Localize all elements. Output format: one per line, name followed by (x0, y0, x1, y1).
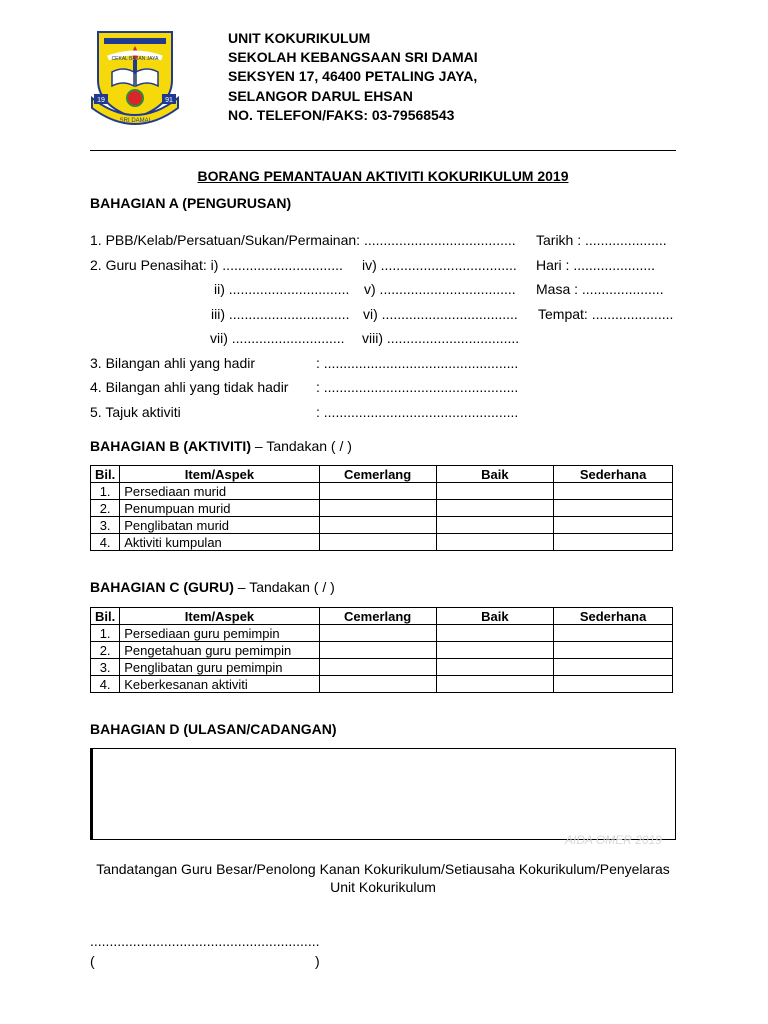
row-item: Penumpuan murid (120, 500, 319, 517)
advisor-field-ii[interactable]: ii) ............................... (214, 281, 350, 297)
attendance-absent-label: 4. Bilangan ahli yang tidak hadir (90, 379, 289, 395)
rating-cell-sederhana[interactable] (554, 534, 673, 551)
rating-cell-baik[interactable] (436, 659, 554, 676)
row-item: Penglibatan guru pemimpin (120, 659, 320, 676)
section-c-title: BAHAGIAN C (GURU) (90, 579, 234, 595)
table-row (91, 500, 673, 517)
school-address: SEKSYEN 17, 46400 PETALING JAYA, (228, 68, 478, 84)
rating-cell-baik[interactable] (436, 534, 554, 551)
rating-cell-cemerlang[interactable] (319, 534, 436, 551)
section-a-heading: BAHAGIAN A (PENGURUSAN) (90, 195, 292, 211)
row-number: 4. (91, 534, 120, 551)
school-phone: NO. TELEFON/FAKS: 03-79568543 (228, 107, 455, 123)
column-header: Cemerlang (319, 466, 436, 483)
table-row (91, 625, 673, 642)
table-row (91, 659, 673, 676)
rating-cell-cemerlang[interactable] (319, 625, 436, 642)
svg-text:19: 19 (97, 97, 105, 104)
table-header-row (91, 466, 673, 483)
rating-cell-baik[interactable] (436, 500, 554, 517)
rating-cell-baik[interactable] (436, 625, 554, 642)
row-item: Keberkesanan aktiviti (120, 676, 320, 693)
section-b-title: BAHAGIAN B (AKTIVITI) (90, 438, 251, 454)
row-item: Penglibatan murid (120, 517, 319, 534)
comments-textarea[interactable] (90, 748, 676, 840)
rating-cell-baik[interactable] (436, 517, 554, 534)
rating-cell-sederhana[interactable] (554, 625, 673, 642)
column-header: Bil. (91, 608, 120, 625)
row-number: 3. (91, 659, 120, 676)
rating-cell-sederhana[interactable] (554, 483, 673, 500)
rating-cell-cemerlang[interactable] (319, 659, 436, 676)
column-header: Item/Aspek (120, 466, 319, 483)
rating-cell-baik[interactable] (436, 642, 554, 659)
activity-rating-table (90, 465, 673, 551)
table-row (91, 676, 673, 693)
svg-text:91: 91 (165, 97, 173, 104)
activity-name-field[interactable]: 1. PBB/Kelab/Persatuan/Sukan/Permainan: ....................................... (90, 232, 516, 248)
rating-cell-sederhana[interactable] (554, 676, 673, 693)
rating-cell-cemerlang[interactable] (319, 517, 436, 534)
signature-name-close-paren: ) (315, 953, 320, 969)
rating-cell-baik[interactable] (436, 483, 554, 500)
section-c-instruction: – Tandakan ( / ) (233, 579, 335, 595)
rating-cell-sederhana[interactable] (554, 517, 673, 534)
signature-line[interactable]: ........................................................... (90, 933, 320, 949)
svg-text:CEKAL BAJAN JAYA: CEKAL BAJAN JAYA (111, 56, 159, 62)
activity-title-label: 5. Tajuk aktiviti (90, 404, 181, 420)
table-row (91, 517, 673, 534)
rating-cell-cemerlang[interactable] (319, 500, 436, 517)
table-row (91, 534, 673, 551)
row-number: 2. (91, 500, 120, 517)
advisor-field-vii[interactable]: vii) ............................. (210, 330, 345, 346)
rating-cell-sederhana[interactable] (554, 659, 673, 676)
signature-caption: Tandatangan Guru Besar/Penolong Kanan Kokurikulum/Setiausaha Kokurikulum/Penyelaras (96, 861, 670, 877)
date-field[interactable]: Tarikh : ..................... (536, 232, 667, 248)
activity-title-field[interactable]: : .................................................. (316, 404, 519, 420)
header-divider (90, 150, 676, 151)
advisor-field-viii[interactable]: viii) .................................. (362, 330, 520, 346)
form-title: BORANG PEMANTAUAN AKTIVITI KOKURIKULUM 2019 (197, 168, 569, 184)
section-c-heading (90, 579, 335, 595)
school-crest-logo (90, 28, 180, 128)
table-row (91, 483, 673, 500)
advisor-field-v[interactable]: v) ................................... (364, 281, 516, 297)
row-number: 1. (91, 625, 120, 642)
attendance-absent-field[interactable]: : .................................................. (316, 379, 519, 395)
school-state: SELANGOR DARUL EHSAN (228, 88, 413, 104)
table-row (91, 642, 673, 659)
place-field[interactable]: Tempat: ..................... (538, 306, 674, 322)
advisor-field-i[interactable]: 2. Guru Penasihat: i) ............................... (90, 257, 343, 273)
column-header: Baik (436, 466, 554, 483)
rating-cell-sederhana[interactable] (554, 642, 673, 659)
column-header: Bil. (91, 466, 120, 483)
svg-text:SRI DAMAI: SRI DAMAI (119, 118, 151, 124)
signature-caption-unit: Unit Kokurikulum (330, 879, 436, 895)
row-number: 4. (91, 676, 120, 693)
section-d-heading: BAHAGIAN D (ULASAN/CADANGAN) (90, 721, 337, 737)
day-field[interactable]: Hari : ..................... (536, 257, 656, 273)
row-item: Aktiviti kumpulan (120, 534, 319, 551)
row-number: 2. (91, 642, 120, 659)
signature-name-open-paren: ( (90, 953, 95, 969)
rating-cell-sederhana[interactable] (554, 500, 673, 517)
school-name: SEKOLAH KEBANGSAAN SRI DAMAI (228, 49, 478, 65)
rating-cell-baik[interactable] (436, 676, 554, 693)
rating-cell-cemerlang[interactable] (319, 483, 436, 500)
signature-name-field[interactable] (104, 951, 304, 969)
row-item: Persediaan guru pemimpin (120, 625, 320, 642)
time-field[interactable]: Masa : ..................... (536, 281, 664, 297)
row-item: Pengetahuan guru pemimpin (120, 642, 320, 659)
column-header: Baik (436, 608, 554, 625)
row-number: 1. (91, 483, 120, 500)
column-header: Sederhana (554, 608, 673, 625)
table-header-row (91, 608, 673, 625)
row-item: Persediaan murid (120, 483, 319, 500)
section-b-instruction: – Tandakan ( / ) (251, 438, 352, 454)
advisor-field-iii[interactable]: iii) ............................... (211, 306, 350, 322)
section-b-heading (90, 438, 352, 454)
attendance-present-field[interactable]: : .................................................. (316, 355, 519, 371)
watermark: AIDA OMER 2019 (565, 833, 662, 847)
advisor-field-iv[interactable]: iv) ................................... (362, 257, 517, 273)
column-header: Item/Aspek (120, 608, 320, 625)
unit-name: UNIT KOKURIKULUM (228, 30, 371, 46)
advisor-field-vi[interactable]: vi) ................................... (363, 306, 518, 322)
teacher-rating-table (90, 607, 673, 693)
row-number: 3. (91, 517, 120, 534)
column-header: Cemerlang (319, 608, 436, 625)
attendance-present-label: 3. Bilangan ahli yang hadir (90, 355, 256, 371)
column-header: Sederhana (554, 466, 673, 483)
rating-cell-cemerlang[interactable] (319, 642, 436, 659)
rating-cell-cemerlang[interactable] (319, 676, 436, 693)
